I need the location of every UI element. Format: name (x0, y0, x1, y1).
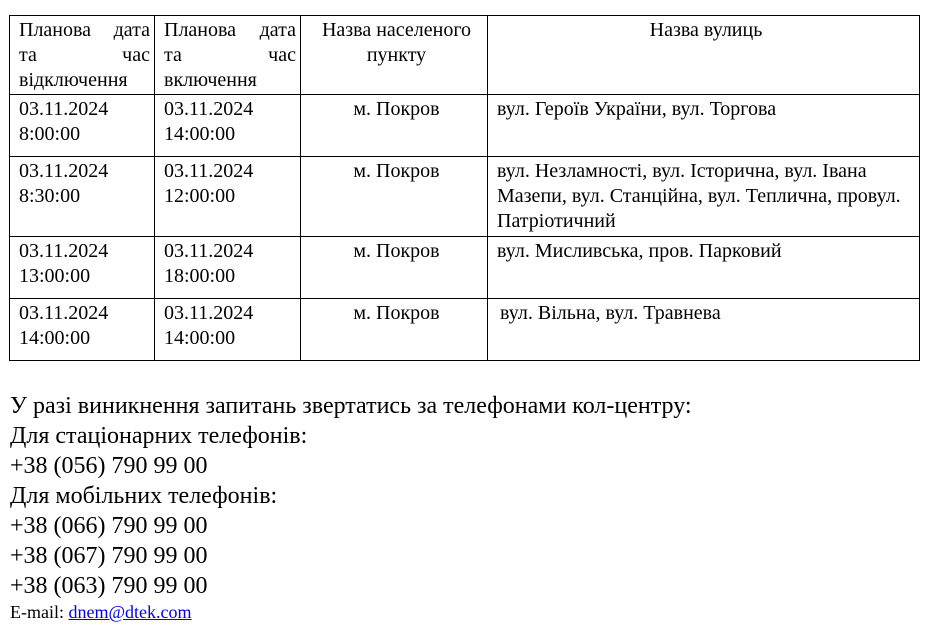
off-time: 13:00:00 (19, 265, 91, 287)
header-off-datetime: Планова дата та час відключення (10, 16, 155, 95)
settlement-cell: м. Покров (301, 95, 488, 157)
mobile-phone: +38 (063) 790 99 00 (10, 573, 208, 599)
table-row (10, 237, 920, 299)
header-on-datetime: Планова дата та час включення (155, 16, 301, 95)
settlement-cell: м. Покров (301, 299, 488, 361)
off-date: 03.11.2024 (19, 302, 109, 324)
mobile-label: Для мобільних телефонів: (10, 483, 278, 509)
off-date: 03.11.2024 (19, 98, 109, 120)
off-time: 8:00:00 (19, 123, 81, 145)
streets-cell: вул. Незламності, вул. Історична, вул. Івана Мазепи, вул. Станційна, вул. Теплична, провул. Патріотичний (488, 157, 920, 237)
off-datetime-cell (10, 95, 155, 157)
on-datetime-cell (155, 95, 301, 157)
on-date: 03.11.2024 (164, 160, 254, 182)
on-date: 03.11.2024 (164, 240, 254, 262)
on-datetime-cell (155, 157, 301, 237)
on-datetime-cell (155, 237, 301, 299)
on-date: 03.11.2024 (164, 302, 254, 324)
landline-phone: +38 (056) 790 99 00 (10, 453, 208, 479)
table-header-row (10, 16, 920, 95)
outage-schedule-table (9, 15, 920, 361)
email-line (10, 601, 192, 623)
off-date: 03.11.2024 (19, 240, 109, 262)
header-streets: Назва вулиць (488, 16, 920, 95)
mobile-phone: +38 (066) 790 99 00 (10, 513, 208, 539)
off-datetime-cell (10, 237, 155, 299)
off-datetime-cell (10, 299, 155, 361)
table-row (10, 157, 920, 237)
email-link[interactable]: dnem@dtek.com (68, 602, 192, 622)
on-time: 14:00:00 (164, 123, 236, 145)
streets-cell: вул. Героїв України, вул. Торгова (488, 95, 920, 157)
on-time: 12:00:00 (164, 185, 236, 207)
landline-label: Для стаціонарних телефонів: (10, 423, 308, 449)
settlement-cell: м. Покров (301, 157, 488, 237)
contact-intro: У разі виникнення запитань звертатись за телефонами кол-центру: (10, 393, 692, 419)
on-time: 18:00:00 (164, 265, 236, 287)
on-datetime-cell (155, 299, 301, 361)
streets-cell: вул. Мисливська, пров. Парковий (488, 237, 920, 299)
on-date: 03.11.2024 (164, 98, 254, 120)
contact-info (10, 391, 692, 601)
off-date: 03.11.2024 (19, 160, 109, 182)
off-time: 8:30:00 (19, 185, 81, 207)
settlement-cell: м. Покров (301, 237, 488, 299)
mobile-phone: +38 (067) 790 99 00 (10, 543, 208, 569)
off-datetime-cell (10, 157, 155, 237)
email-label: E-mail: (10, 602, 64, 622)
on-time: 14:00:00 (164, 327, 236, 349)
table-row (10, 299, 920, 361)
streets-cell: вул. Вільна, вул. Травнева (488, 299, 920, 361)
table-row (10, 95, 920, 157)
header-settlement: Назва населеного пункту (301, 16, 488, 95)
off-time: 14:00:00 (19, 327, 91, 349)
